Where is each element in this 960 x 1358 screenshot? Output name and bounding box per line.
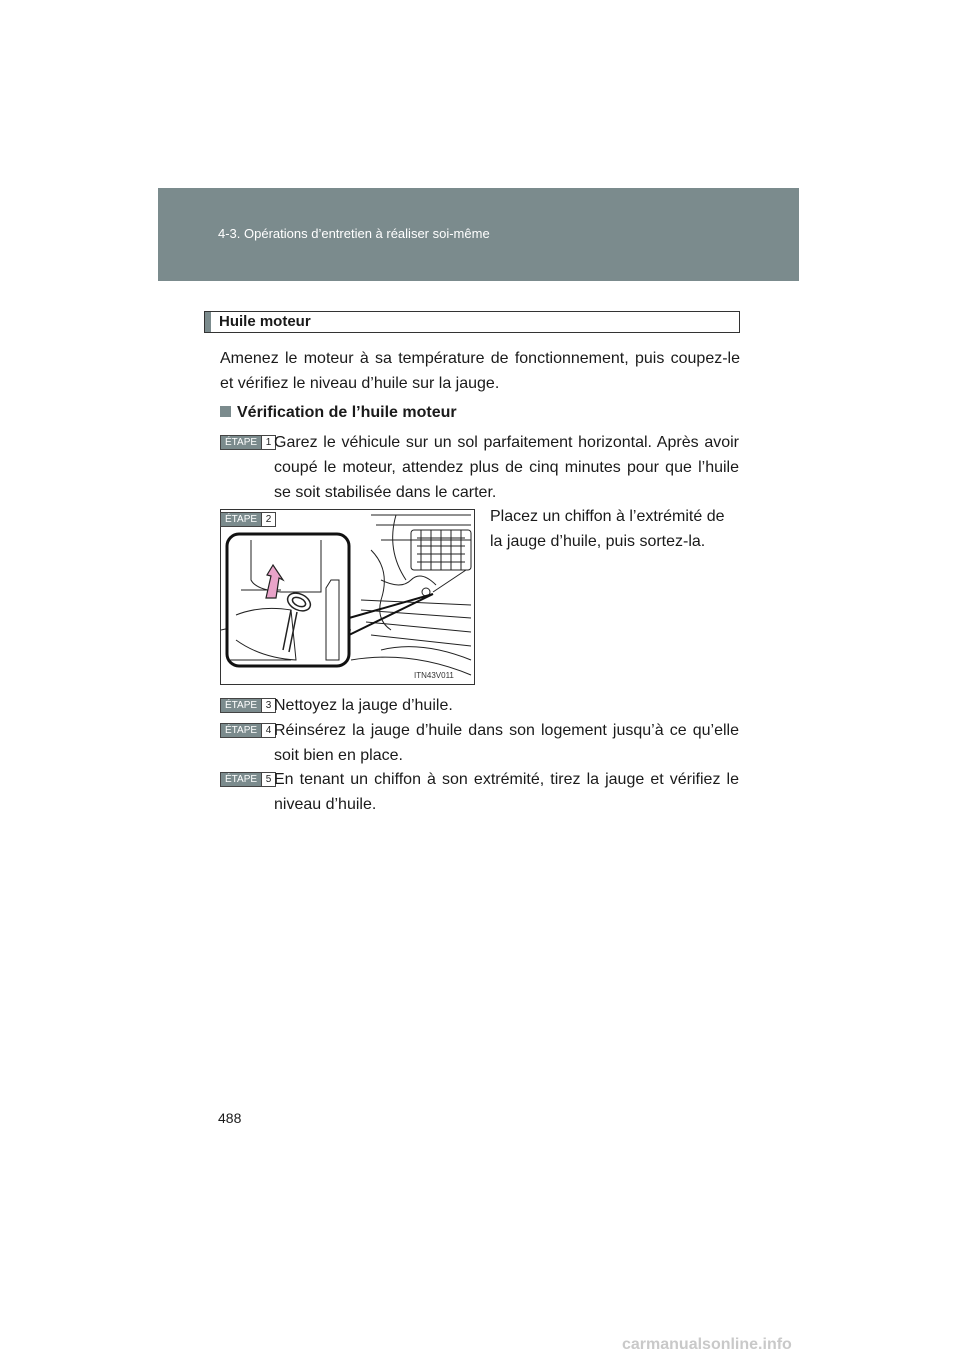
step-badge-4 (220, 723, 276, 738)
step-badge-5 (220, 772, 276, 787)
step-badge-label: ÉTAPE (221, 513, 261, 526)
step-1-text: Garez le véhicule sur un sol parfaitement horizontal. Après avoir coupé le moteur, attendez plus de cinq minutes pour que l’huile se soit stabilisée dans le carter. (274, 434, 739, 501)
figure-code: ITN43V011 (414, 671, 454, 680)
step-badge-label: ÉTAPE (221, 773, 261, 786)
step-badge-label: ÉTAPE (221, 436, 261, 449)
step-2-text: Placez un chiffon à l’extrémité de la jauge d’huile, puis sortez-la. (490, 508, 725, 550)
step-badge-3 (220, 698, 276, 713)
step-badge-number: 4 (261, 724, 275, 737)
square-bullet-icon (220, 406, 231, 417)
subheading-text: Vérification de l’huile moteur (237, 404, 457, 421)
page-number: 488 (218, 1110, 242, 1126)
step-badge-number: 2 (261, 513, 275, 526)
step-badge-1 (220, 435, 276, 450)
section-heading-box (204, 311, 740, 333)
step-badge-number: 5 (261, 773, 275, 786)
step-4-text: Réinsérez la jauge d’huile dans son logement jusqu’à ce qu’elle soit bien en place. (274, 722, 739, 764)
chapter-title: 4-3. Opérations d’entretien à réaliser soi-même (218, 226, 490, 241)
engine-bay-drawing (221, 510, 475, 685)
step-5-text: En tenant un chiffon à son extrémité, tirez la jauge et vérifiez le niveau d’huile. (274, 771, 739, 813)
step-badge-label: ÉTAPE (221, 724, 261, 737)
step-badge-2 (220, 512, 276, 527)
step-3-text: Nettoyez la jauge d’huile. (274, 697, 453, 714)
step-badge-number: 3 (261, 699, 275, 712)
subheading (220, 404, 457, 422)
watermark: carmanualsonline.info (622, 1336, 792, 1353)
intro-paragraph: Amenez le moteur à sa température de fonctionnement, puis coupez-le et vérifiez le niveau d’huile sur la jauge. (220, 350, 740, 392)
step-badge-label: ÉTAPE (221, 699, 261, 712)
section-heading-bar (205, 312, 211, 332)
section-title: Huile moteur (219, 313, 311, 330)
step-badge-number: 1 (261, 436, 275, 449)
engine-illustration (220, 509, 475, 685)
